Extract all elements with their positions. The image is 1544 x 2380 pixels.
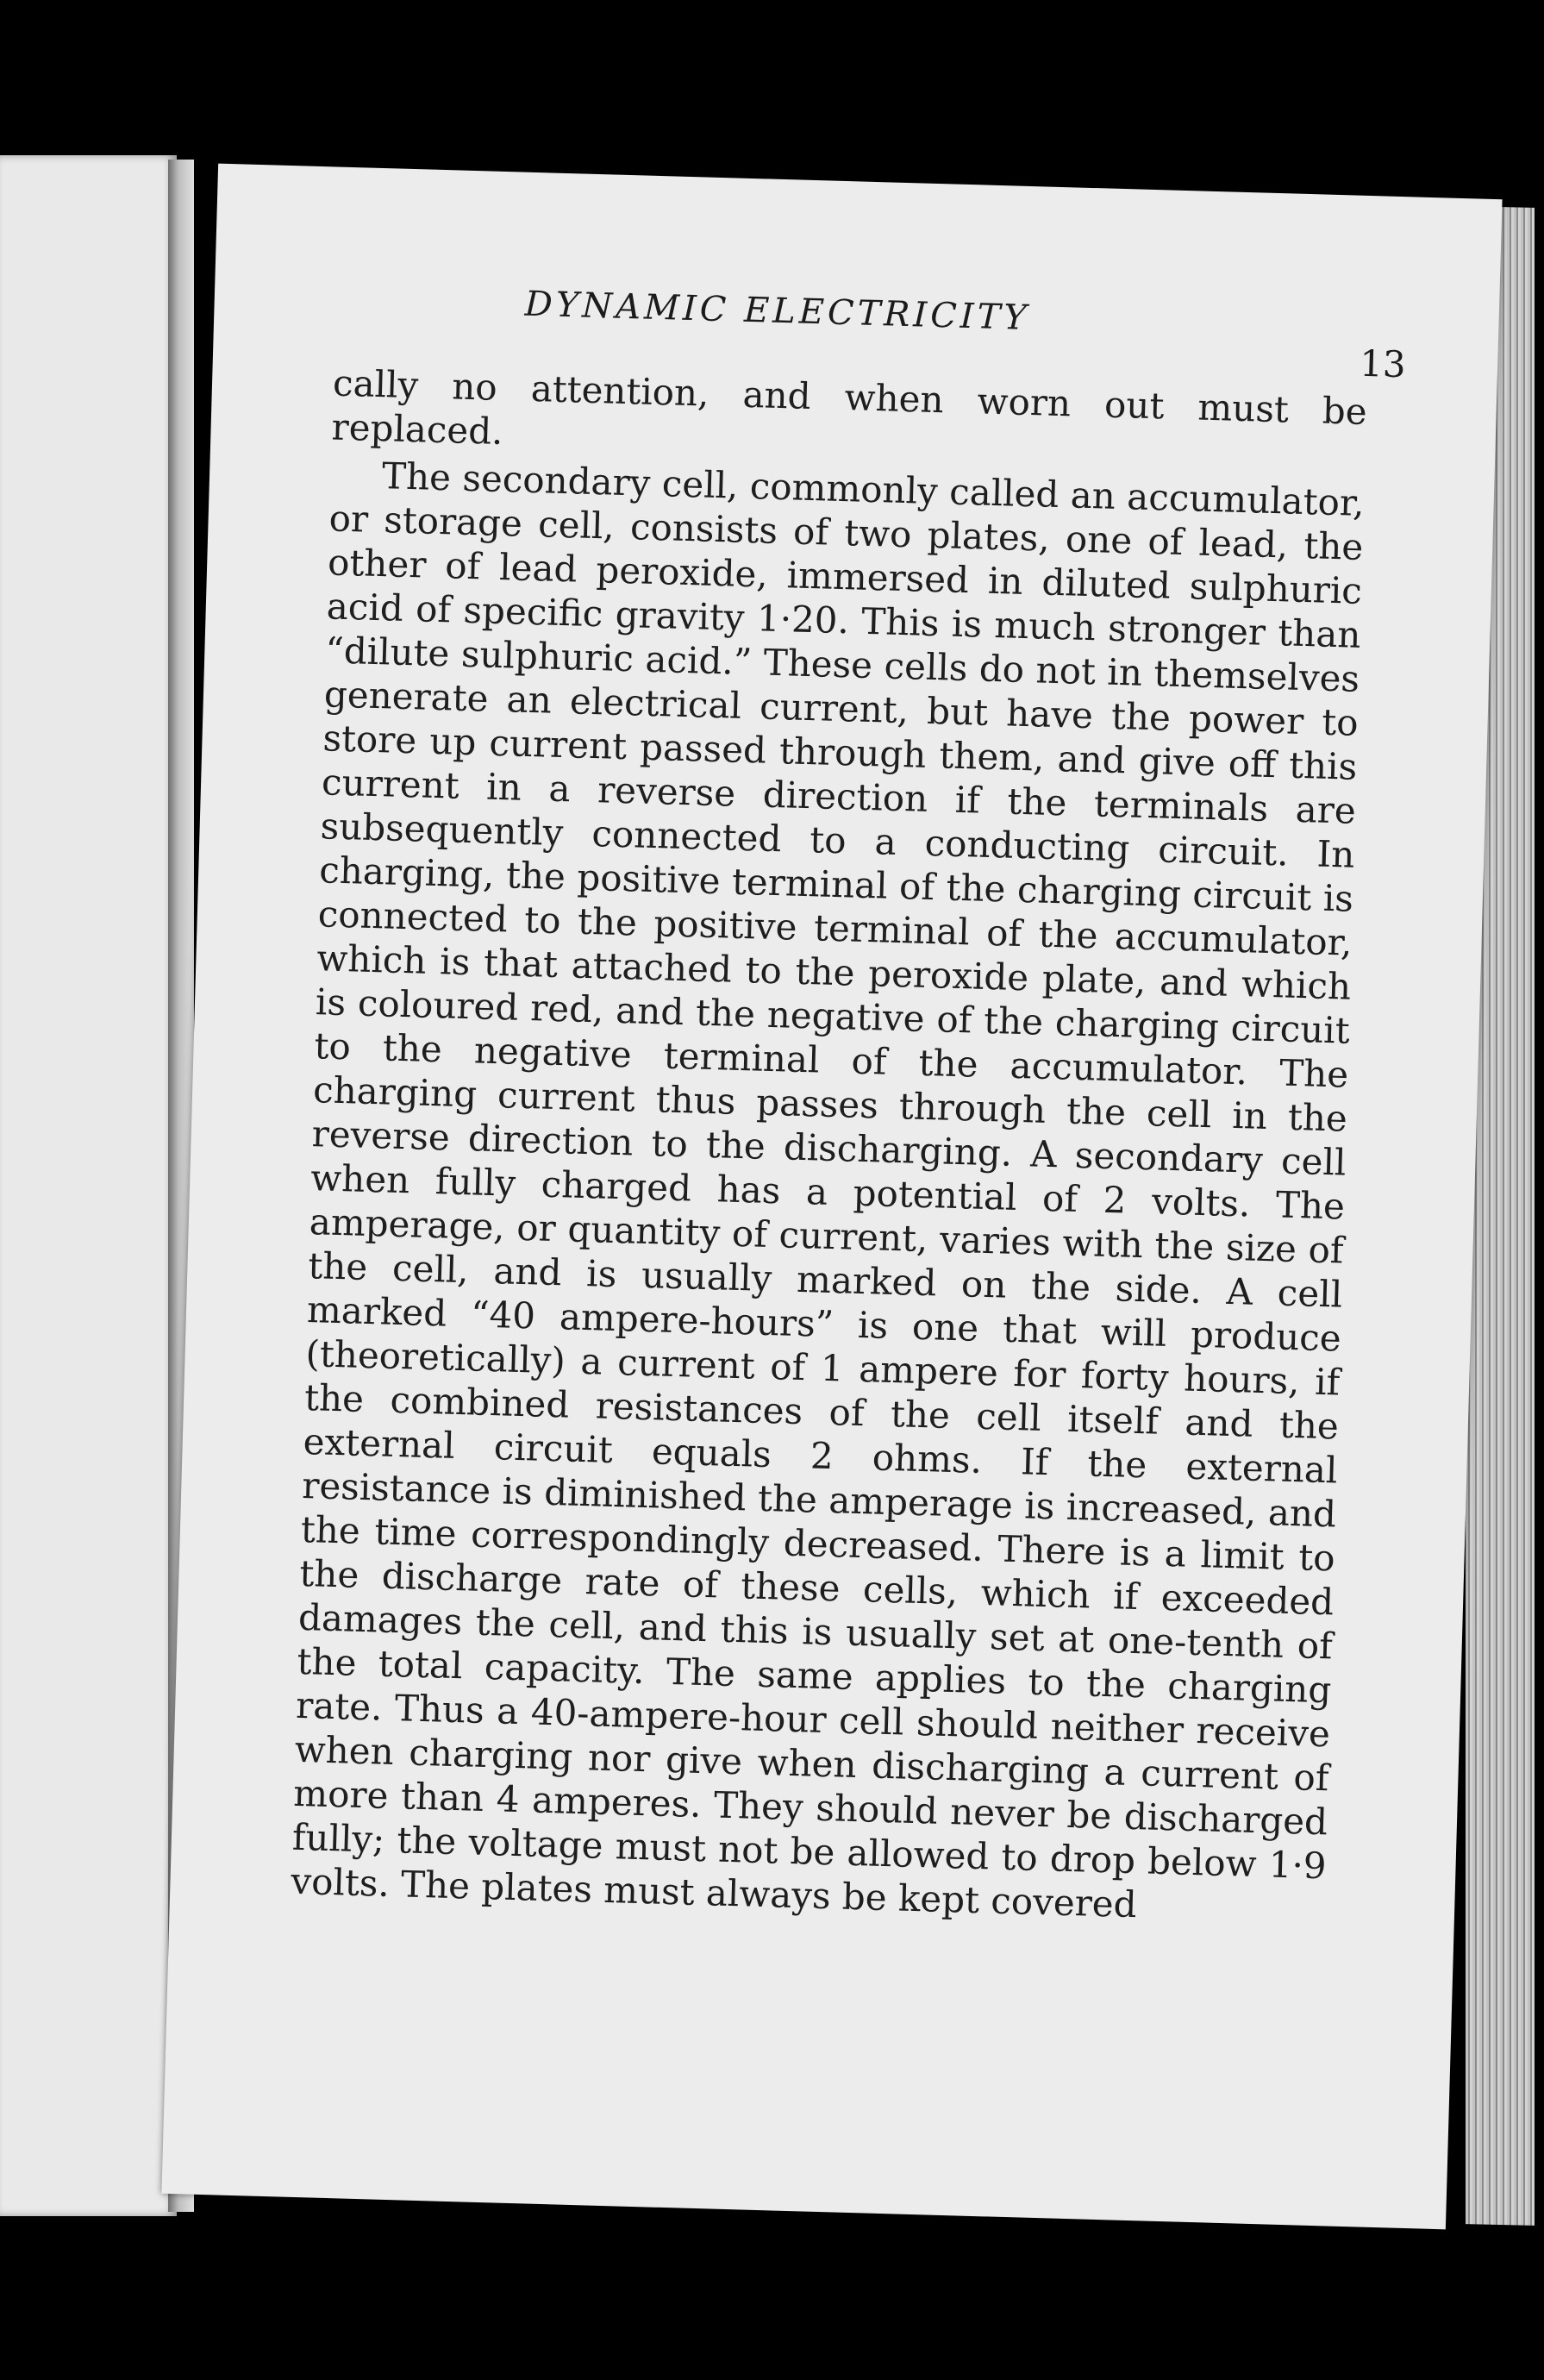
running-head-title: DYNAMIC ELECTRICITY xyxy=(524,284,1031,339)
scan-background-bottom xyxy=(0,2233,1544,2380)
book-page xyxy=(161,164,1502,2230)
page-number: 13 xyxy=(1359,341,1407,386)
paragraph-continued: cally no attention, and when worn out must be replaced. xyxy=(331,361,1368,453)
facing-page-edge xyxy=(0,155,177,2216)
body-text xyxy=(291,360,1367,1932)
scan-background-top xyxy=(0,0,1544,164)
paragraph-secondary-cell: The secondary cell, commonly called an accumulator, or storage cell, consists of two plates, one of lead, the other of lead peroxide, immersed in diluted sulphuric acid of specific gravity 1·20. This is much stronger than “dilute sulphuric acid.” These cells do not in themselves generate an electrical current, but have the power to store up current passed through them, and give off this current in a reverse direction if the terminals are subsequently connected to a conducting circuit. In charging, the positive terminal of the charging circuit is connected to the positive terminal of the accumulator, which is that attached to the peroxide plate, and which is coloured red, and the negative of the charging circuit to the negative terminal of the accumulator. The charging current thus passes through the cell in the reverse direction to the discharging. A secondary cell when fully charged has a potential of 2 volts. The amperage, or quantity of current, varies with the size of the cell, and is usually marked on the side. A cell marked “40 ampere-hours” is one that will produce (theoretically) a current of 1 ampere for forty hours, if the combined resistances of the cell itself and the external circuit equals 2 ohms. If the external resistance is diminished the amperage is increased, and the time correspondingly decreased. There is a limit to the discharge rate of these cells, which if exceeded damages the cell, and this is usually set at one-tenth of the total capacity. The same applies to the charging rate. Thus a 40-ampere-hour cell should neither receive when charging nor give when discharging a current of more than 4 amperes. They should never be discharged fully; the voltage must not be allowed to drop below 1·9 volts. The plates must always be kept covered xyxy=(290,454,1366,1926)
